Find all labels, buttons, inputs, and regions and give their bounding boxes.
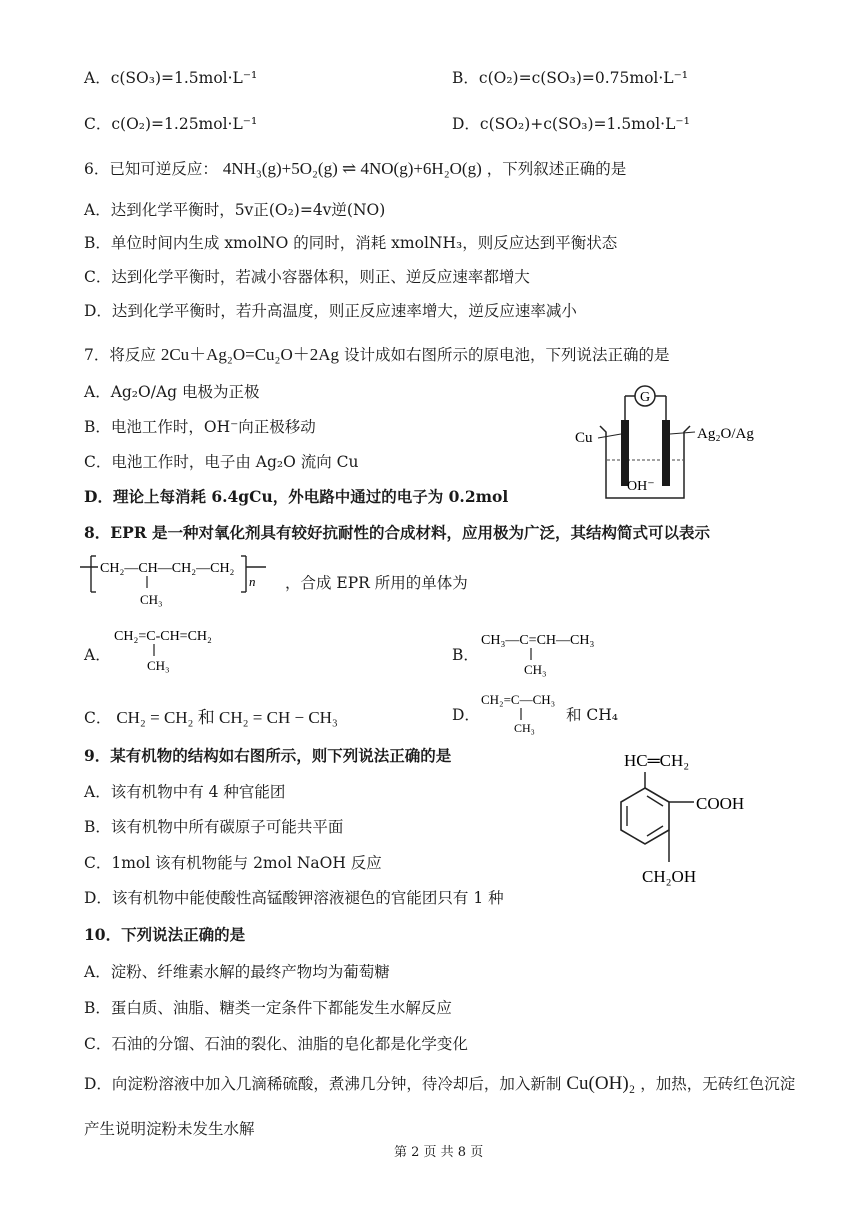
q8-b-branch: CH₃ xyxy=(524,662,547,677)
q10-option-d-suffix: ，加热，无砖红色沉淀 xyxy=(640,1075,796,1093)
cu-label: Cu xyxy=(575,430,593,446)
q9-option-b: B．该有机物中所有碳原子可能共平面 xyxy=(84,818,344,836)
ag2o-ag-label: Ag₂O/Ag xyxy=(697,426,754,442)
vinyl-group: HC═CH₂ xyxy=(624,751,690,770)
q8-option-c-formula: CH₂ = CH₂ 和 CH₂ = CH − CH₃ xyxy=(116,708,338,727)
q7-option-a: A．Ag₂O/Ag 电极为正极 xyxy=(84,383,260,401)
q8-option-b-label: B． xyxy=(452,646,479,664)
q8-option-d-suffix: 和 CH₄ xyxy=(566,706,619,724)
q8-option-b-structure xyxy=(479,628,639,678)
q10-option-d-reagent: Cu(OH)₂ xyxy=(566,1073,636,1094)
cu-electrode xyxy=(621,420,629,486)
q10-option-d xyxy=(84,1072,795,1095)
epr-polymer-structure xyxy=(80,552,280,610)
q7-stem-suffix: 设计成如右图所示的原电池，下列说法正确的是 xyxy=(343,346,670,364)
q10-option-d-continued: 产生说明淀粉未发生水解 xyxy=(84,1120,255,1138)
q6-stem xyxy=(84,157,626,179)
q7-option-c: C．电池工作时，电子由 Ag₂O 流向 Cu xyxy=(84,453,359,471)
q7-equation: 2Cu＋Ag₂O=Cu₂O＋2Ag xyxy=(160,345,340,364)
q6-option-d: D．达到化学平衡时，若升高温度，则正反应速率增大，逆反应速率减小 xyxy=(84,302,577,320)
polymer-chain: CH₂—CH—CH₂—CH₂ xyxy=(100,561,235,576)
polymer-branch: CH₃ xyxy=(140,592,163,607)
galvanometer-label: G xyxy=(639,390,651,405)
q8-stem-suffix: ，合成 EPR 所用的单体为 xyxy=(285,574,468,592)
carboxyl-group: COOH xyxy=(696,794,745,813)
q9-option-c: C．1mol 该有机物能与 2mol NaOH 反应 xyxy=(84,854,382,872)
q6-option-c: C．达到化学平衡时，若减小容器体积，则正、逆反应速率都增大 xyxy=(84,268,530,286)
q8-option-c-label: C． xyxy=(84,709,112,727)
q8-d-main: CH₂=C—CH₃ xyxy=(481,692,556,707)
benzene-ring xyxy=(621,788,669,844)
electrolyte-label: OH⁻ xyxy=(627,479,655,494)
q8-option-d-label: D． xyxy=(452,706,480,724)
q10-option-c: C．石油的分馏、石油的裂化、油脂的皂化都是化学变化 xyxy=(84,1035,468,1053)
q10-option-a: A．淀粉、纤维素水解的最终产物均为葡萄糖 xyxy=(84,963,390,981)
q5-option-d: D．c(SO₂)+c(SO₃)=1.5mol·L⁻¹ xyxy=(452,115,690,133)
q5-option-a: A．c(SO₃)=1.5mol·L⁻¹ xyxy=(84,69,258,87)
q7-stem xyxy=(84,340,670,365)
q10-option-d-prefix: D．向淀粉溶液中加入几滴稀硫酸，煮沸几分钟，待冷却后，加入新制 xyxy=(84,1075,562,1093)
q6-option-a: A．达到化学平衡时，5v正(O₂)=4v逆(NO) xyxy=(84,201,386,219)
q8-a-branch: CH₃ xyxy=(147,658,170,673)
page-footer: 第 2 页 共 8 页 xyxy=(394,1145,484,1160)
q7-stem-prefix: 7．将反应 xyxy=(84,346,156,364)
q9-option-a: A．该有机物中有 4 种官能团 xyxy=(84,783,286,801)
q9-option-d: D．该有机物中能使酸性高锰酸钾溶液褪色的官能团只有 1 种 xyxy=(84,889,504,907)
polymer-n: n xyxy=(249,574,256,589)
q7-option-d: D．理论上每消耗 6.4gCu，外电路中通过的电子为 0.2mol xyxy=(84,487,509,506)
q10-option-b: B．蛋白质、油脂、糖类一定条件下都能发生水解反应 xyxy=(84,999,452,1017)
q6-option-b: B．单位时间内生成 xmolNO 的同时，消耗 xmolNH₃，则反应达到平衡状态 xyxy=(84,234,618,252)
q8-d-branch: CH₃ xyxy=(514,721,535,735)
q8-stem: 8．EPR 是一种对氧化剂具有较好抗耐性的合成材料，应用极为广泛，其结构简式可以表示 xyxy=(84,523,711,542)
q8-a-main: CH₂=C-CH=CH₂ xyxy=(114,629,212,644)
q6-stem-prefix: 6．已知可逆反应： xyxy=(84,160,218,178)
q10-stem: 10．下列说法正确的是 xyxy=(84,925,246,944)
q9-stem: 9．某有机物的结构如右图所示，则下列说法正确的是 xyxy=(84,746,452,765)
q8-option-a-structure xyxy=(112,624,252,674)
q6-equation: 4NH₃(g)+5O₂(g) ⇌ 4NO(g)+6H₂O(g) xyxy=(222,159,482,178)
q9-molecule-structure xyxy=(610,744,780,892)
hydroxymethyl-group: CH₂OH xyxy=(642,867,697,886)
q8-option-c xyxy=(84,703,338,728)
q5-option-b: B．c(O₂)=c(SO₃)=0.75mol·L⁻¹ xyxy=(452,69,688,87)
q5-option-c: C．c(O₂)=1.25mol·L⁻¹ xyxy=(84,115,258,133)
q6-stem-suffix: ，下列叙述正确的是 xyxy=(486,160,627,178)
ag2o-electrode xyxy=(662,420,670,486)
q8-b-main: CH₃—C=CH—CH₃ xyxy=(481,633,595,648)
q7-option-b: B．电池工作时，OH⁻向正极移动 xyxy=(84,418,316,436)
q8-option-d-structure xyxy=(479,688,579,736)
galvanic-cell-diagram xyxy=(570,376,770,506)
q8-option-a-label: A． xyxy=(84,646,111,664)
